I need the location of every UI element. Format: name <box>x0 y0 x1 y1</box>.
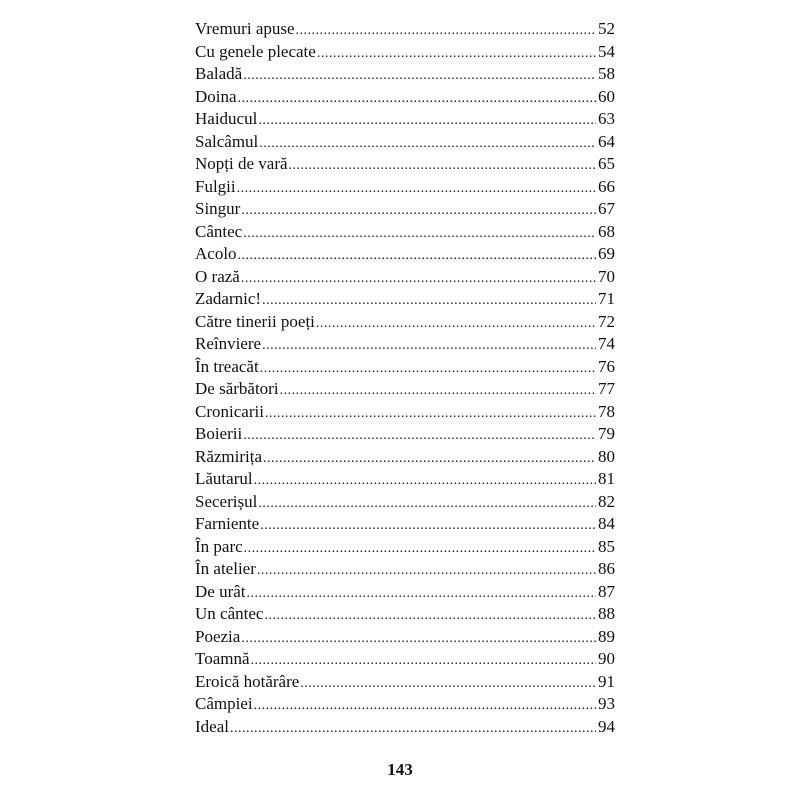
toc-entry-title: Lăutarul <box>195 469 253 488</box>
toc-entry <box>195 716 615 739</box>
toc-entry-title: Farniente <box>195 514 260 533</box>
toc-entry-title: Boierii <box>195 424 243 443</box>
toc-entry <box>195 41 615 64</box>
toc-entry-title: Cronicarii <box>195 401 264 421</box>
dot-leader <box>316 313 596 336</box>
toc-entry-title: Eroică hotărâre <box>195 671 300 691</box>
toc-entry <box>195 401 615 424</box>
dot-leader <box>280 380 596 403</box>
toc-entry <box>195 671 615 694</box>
toc-entry-title: Către tinerii poeți <box>195 311 315 331</box>
dot-leader <box>259 133 596 156</box>
toc-entry-title: Vremuri apuse <box>195 19 295 38</box>
toc-entry-page: 79 <box>598 424 615 443</box>
toc-entry-title: În treacăt <box>195 356 259 376</box>
toc-entry <box>195 18 615 41</box>
toc-entry-title: Toamnă <box>195 649 250 668</box>
dot-leader <box>260 358 596 381</box>
toc-entry-page: 70 <box>598 266 615 286</box>
toc-entry <box>195 513 615 536</box>
dot-leader <box>264 605 596 628</box>
toc-entry <box>195 131 615 154</box>
dot-leader <box>258 493 596 516</box>
toc-entry-title: O rază <box>195 266 240 286</box>
toc-entry <box>195 491 615 514</box>
toc-entry-title: Reînviere <box>195 334 262 353</box>
toc-entry-page: 78 <box>598 401 615 421</box>
toc-entry-page: 94 <box>598 716 615 736</box>
toc-entry-title: Cu genele plecate <box>195 41 316 61</box>
toc-entry-page: 66 <box>598 176 615 196</box>
toc-entry-page: 60 <box>598 86 615 106</box>
toc-entry-title: Cântec <box>195 221 243 241</box>
dot-leader <box>257 560 596 583</box>
toc-entry-page: 84 <box>598 514 615 533</box>
toc-entry-page: 74 <box>598 334 615 353</box>
dot-leader <box>296 20 596 43</box>
toc-entry-title: Ideal <box>195 716 229 736</box>
toc-entry-page: 52 <box>598 19 615 38</box>
toc-entry-title: De urât <box>195 581 246 601</box>
toc-entry <box>195 446 615 469</box>
toc-entry <box>195 356 615 379</box>
toc-entry <box>195 221 615 244</box>
toc-entry-page: 68 <box>598 221 615 241</box>
dot-leader <box>258 110 596 133</box>
dot-leader <box>251 650 596 673</box>
toc-entry <box>195 108 615 131</box>
toc-entry <box>195 266 615 289</box>
toc-entry-page: 58 <box>598 64 615 83</box>
dot-leader <box>237 178 596 201</box>
dot-leader <box>238 88 596 111</box>
toc-entry <box>195 63 615 86</box>
toc-entry-title: Fulgii <box>195 176 236 196</box>
toc-entry <box>195 603 615 626</box>
toc-entry <box>195 86 615 109</box>
toc-entry <box>195 243 615 266</box>
toc-entry-page: 77 <box>598 379 615 398</box>
toc-entry-title: Secerișul <box>195 491 258 511</box>
dot-leader <box>241 268 596 291</box>
toc-entry <box>195 288 615 311</box>
toc-entry <box>195 693 615 716</box>
toc-entry-page: 63 <box>598 109 615 128</box>
toc-entry-title: Nopți de vară <box>195 154 288 173</box>
toc-entry-title: De sărbători <box>195 379 279 398</box>
dot-leader <box>317 43 596 66</box>
toc-entry-title: Poezia <box>195 626 241 646</box>
toc-entry-page: 72 <box>598 311 615 331</box>
dot-leader <box>241 628 596 651</box>
dot-leader <box>243 425 596 448</box>
dot-leader <box>260 515 596 538</box>
dot-leader <box>243 65 596 88</box>
toc-entry <box>195 536 615 559</box>
toc-entry-title: Un cântec <box>195 604 264 623</box>
toc-entry-page: 81 <box>598 469 615 488</box>
toc-entry <box>195 423 615 446</box>
toc-entry-page: 67 <box>598 199 615 218</box>
dot-leader <box>244 538 596 561</box>
table-of-contents <box>195 18 615 738</box>
dot-leader <box>230 718 596 741</box>
toc-entry-title: Singur <box>195 199 241 218</box>
toc-entry-page: 65 <box>598 154 615 173</box>
toc-entry-page: 69 <box>598 244 615 263</box>
dot-leader <box>238 245 596 268</box>
dot-leader <box>254 695 596 718</box>
toc-entry-page: 82 <box>598 491 615 511</box>
dot-leader <box>262 335 596 358</box>
toc-entry <box>195 468 615 491</box>
toc-entry-page: 85 <box>598 536 615 556</box>
toc-entry-page: 86 <box>598 559 615 578</box>
toc-entry-title: Câmpiei <box>195 694 253 713</box>
dot-leader <box>262 290 596 313</box>
toc-entry <box>195 153 615 176</box>
toc-entry-page: 90 <box>598 649 615 668</box>
dot-leader <box>289 155 596 178</box>
toc-entry-page: 89 <box>598 626 615 646</box>
toc-entry-title: În parc <box>195 536 243 556</box>
toc-entry <box>195 581 615 604</box>
toc-entry-page: 88 <box>598 604 615 623</box>
toc-entry-title: Baladă <box>195 64 243 83</box>
toc-entry-page: 80 <box>598 446 615 466</box>
toc-entry-page: 54 <box>598 41 615 61</box>
toc-entry-title: Răzmirița <box>195 446 263 466</box>
toc-entry-page: 87 <box>598 581 615 601</box>
toc-entry-page: 64 <box>598 131 615 151</box>
toc-entry-title: Haiducul <box>195 109 258 128</box>
toc-entry <box>195 378 615 401</box>
dot-leader <box>263 448 596 471</box>
toc-entry-page: 91 <box>598 671 615 691</box>
toc-entry <box>195 333 615 356</box>
toc-entry <box>195 176 615 199</box>
toc-entry <box>195 558 615 581</box>
dot-leader <box>265 403 596 426</box>
dot-leader <box>300 673 596 696</box>
toc-entry <box>195 198 615 221</box>
toc-entry-page: 76 <box>598 356 615 376</box>
toc-entry <box>195 311 615 334</box>
toc-entry-title: Salcâmul <box>195 131 259 151</box>
dot-leader <box>254 470 596 493</box>
toc-entry-page: 71 <box>598 289 615 308</box>
dot-leader <box>243 223 596 246</box>
page-number: 143 <box>387 760 413 779</box>
toc-entry <box>195 648 615 671</box>
toc-entry-title: Doina <box>195 86 237 106</box>
toc-entry-title: Zadarnic! <box>195 289 262 308</box>
toc-entry-page: 93 <box>598 694 615 713</box>
toc-entry-title: Acolo <box>195 244 237 263</box>
toc-entry <box>195 626 615 649</box>
toc-entry-title: În atelier <box>195 559 256 578</box>
dot-leader <box>247 583 596 606</box>
dot-leader <box>241 200 596 223</box>
